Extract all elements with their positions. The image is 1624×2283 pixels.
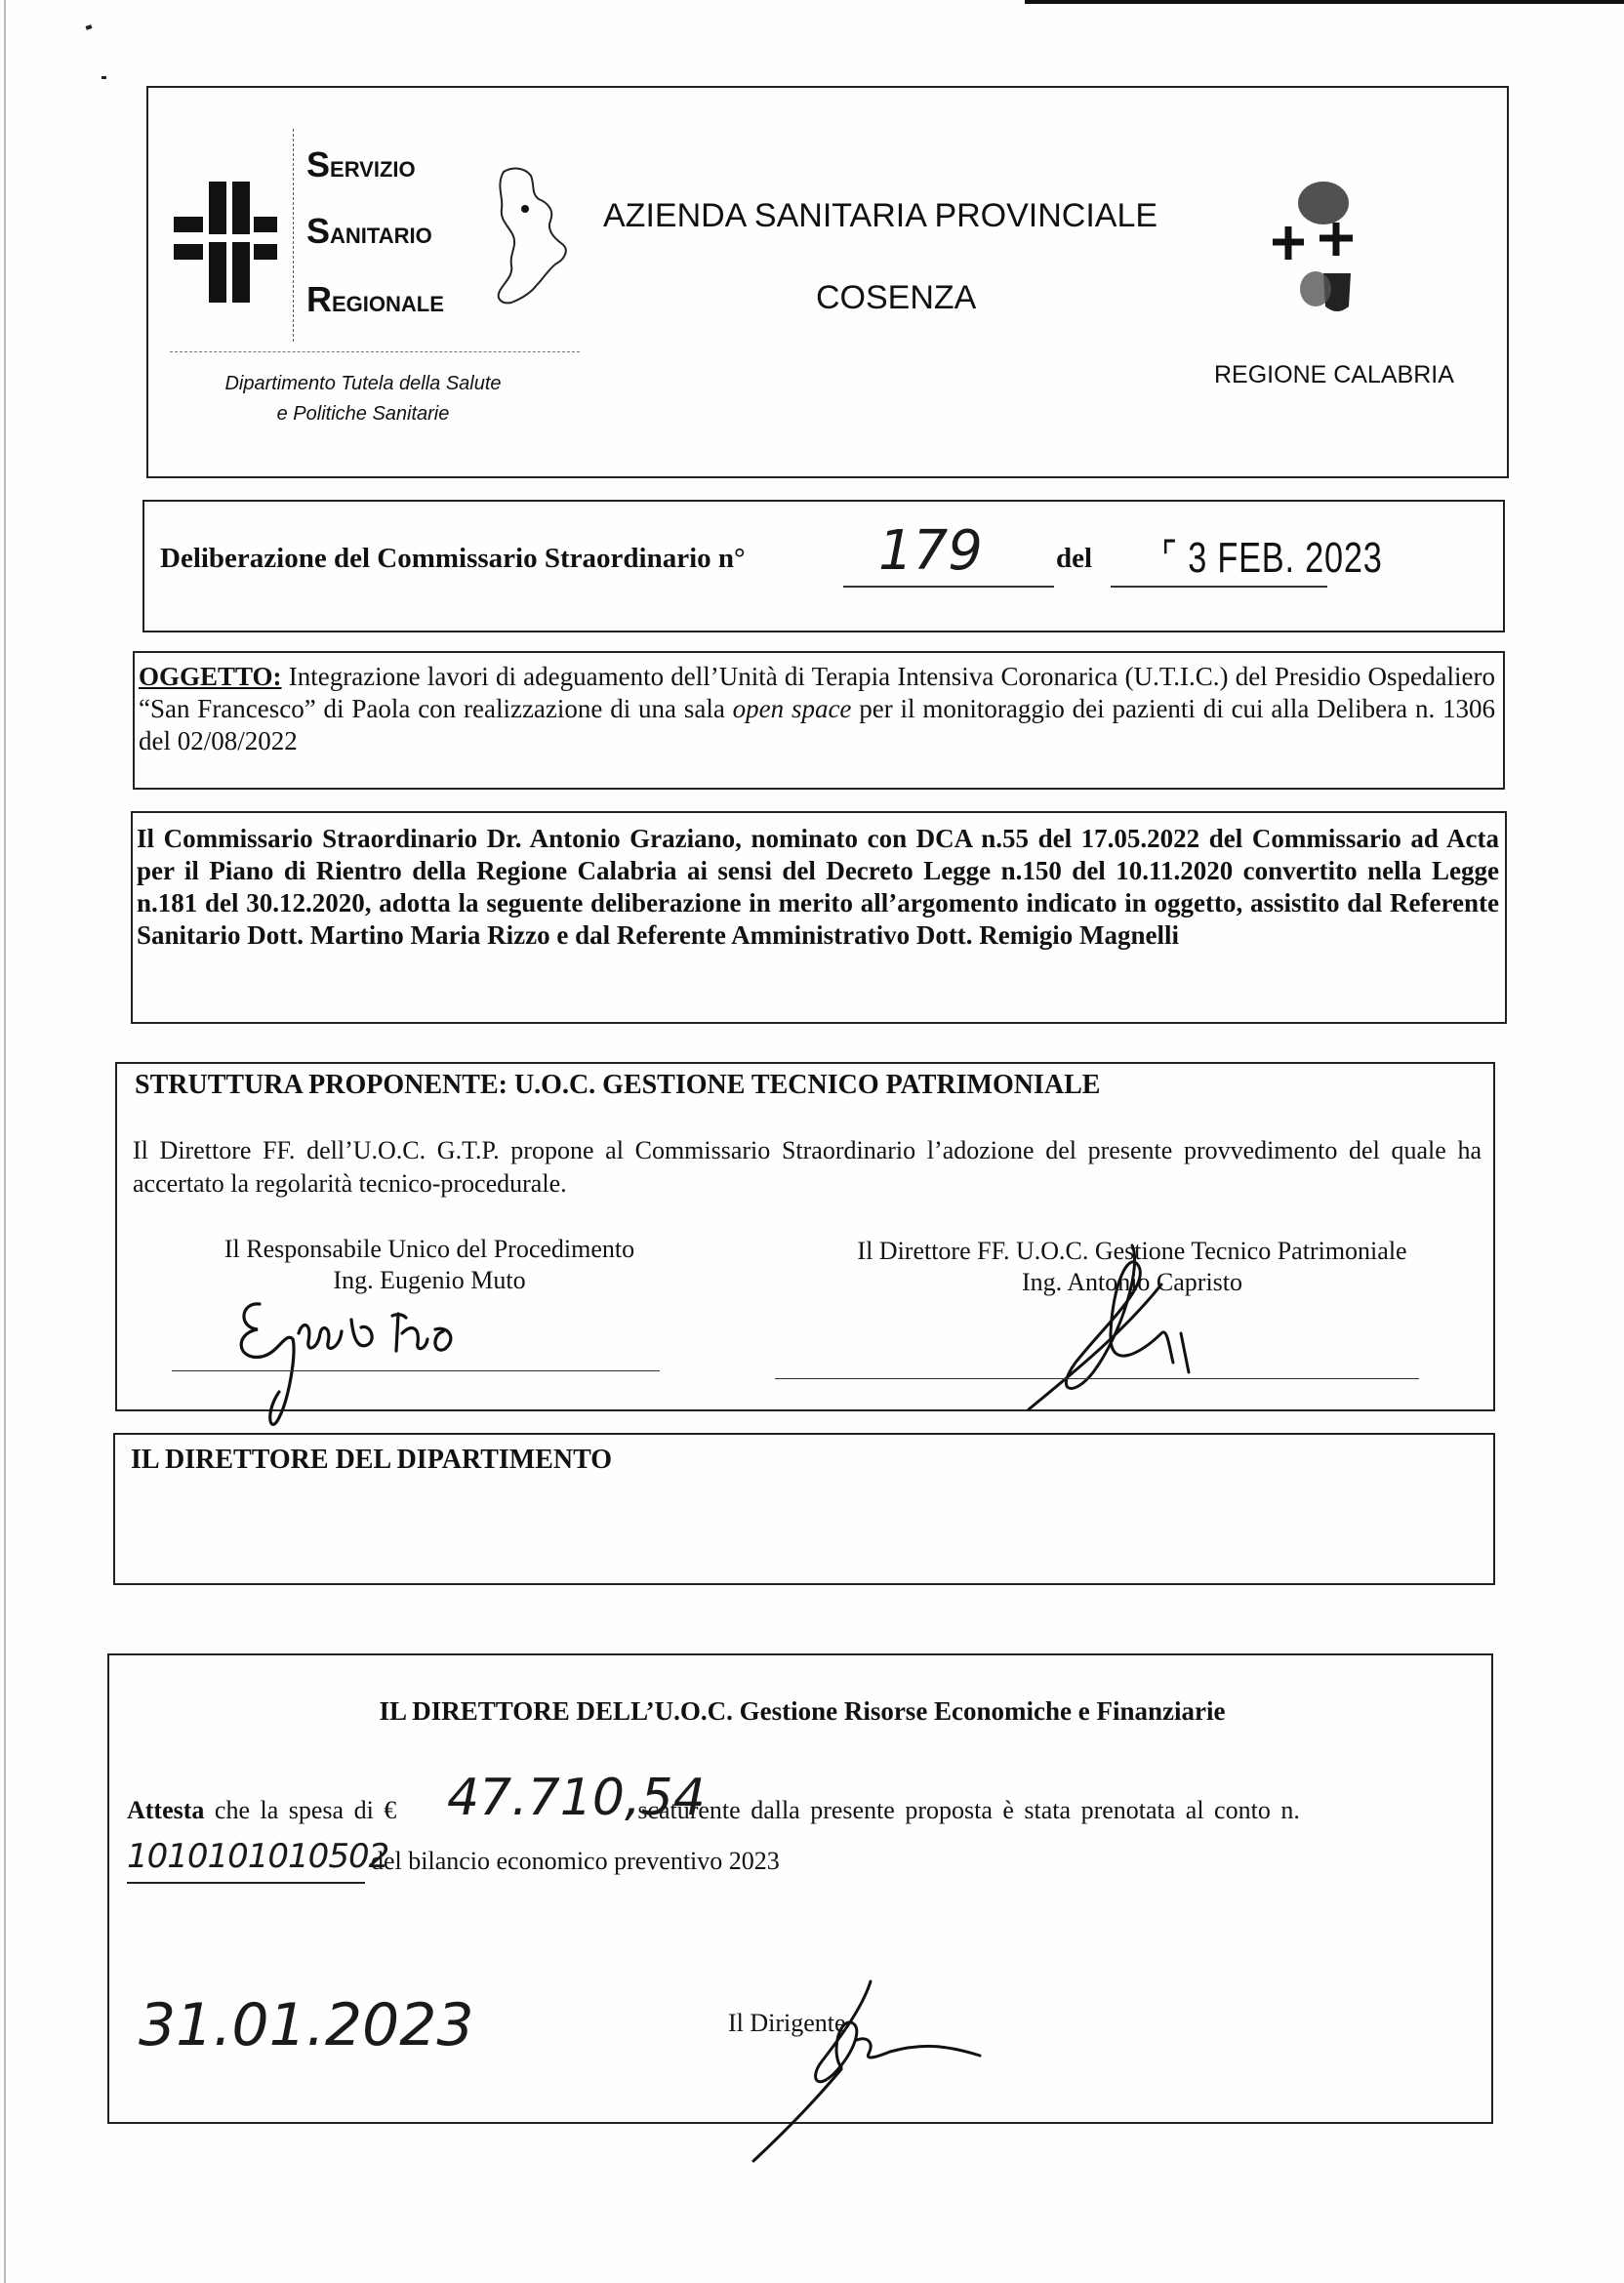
struttura-box xyxy=(115,1062,1495,1411)
finanza-date: 31.01.2023 xyxy=(139,1991,474,2059)
date-stamp-year: 2023 xyxy=(1305,534,1383,582)
regione-label: REGIONE CALABRIA xyxy=(1214,361,1454,388)
oggetto-box xyxy=(133,651,1505,790)
deliberation-del-label: del xyxy=(1056,543,1093,574)
ssr-divider xyxy=(293,129,294,342)
department-name: Dipartimento Tutela della Salute e Politiche Sanitarie xyxy=(224,373,502,425)
deliberation-number-line xyxy=(843,586,1054,588)
ssr-line-servizio: SERVIZIO xyxy=(306,144,416,184)
scan-speck xyxy=(85,24,92,30)
director-signature-line xyxy=(775,1378,1419,1379)
header-dashed-rule xyxy=(170,351,580,352)
date-stamp-day: 3 xyxy=(1188,534,1208,582)
deliberation-number: 179 xyxy=(878,519,983,583)
azienda-name: AZIENDA SANITARIA PROVINCIALE xyxy=(603,197,1158,234)
deliberation-label: Deliberazione del Commissario Straordinario n° xyxy=(160,543,746,574)
scan-edge-top xyxy=(1025,0,1624,4)
date-stamp-month: FEB. xyxy=(1217,534,1295,582)
struttura-title: STRUTTURA PROPONENTE: U.O.C. GESTIONE TECNICO PATRIMONIALE xyxy=(135,1070,1101,1100)
rup-signature-line xyxy=(172,1370,660,1371)
director-signature xyxy=(1015,1226,1259,1411)
finanza-account: 1010101010502 xyxy=(127,1837,389,1876)
finanza-account-underline xyxy=(127,1882,365,1884)
azienda-city: COSENZA xyxy=(816,279,977,316)
finanza-box xyxy=(107,1653,1493,2124)
finanza-bilancio-line: del bilancio economico preventivo 2023 xyxy=(371,1847,780,1875)
oggetto-text: OGGETTO: Integrazione lavori di adeguamento dell’Unità di Terapia Intensiva Coronarica (U.T.I.C.) del Presidio Ospedaliero “San Francesco” di Paola con realizzazione di una sala open space per il monitoraggio dei pazienti di cui alla Delibera n. 1306 del 02/08/2022 xyxy=(139,662,1496,755)
director-name: Ing. Antonio Capristo xyxy=(1021,1268,1243,1296)
oggetto-label: OGGETTO: xyxy=(139,662,282,691)
commissario-text: Il Commissario Straordinario Dr. Antonio Graziano, nominato con DCA n.55 del 17.05.2022 del Commissario ad Acta per il Piano di Rientro della Regione Calabria ai sensi del Decreto Legge n.150 del 10.11.2020 convertito nella Legge n.181 del 30.12.2020, adotta la seguente deliberazione in merito all’argomento indicato in oggetto, assistito dal Referente Sanitario Dott. Martino Maria Rizzo e dal Referente Amministrativo Dott. Remigio Magnelli xyxy=(137,824,1499,950)
finanza-attestation: Attesta che la spesa di € scaturente dalla presente proposta è stata prenotata al conto n. xyxy=(127,1796,1300,1824)
header-box xyxy=(146,86,1509,478)
commissario-box xyxy=(131,811,1507,1024)
date-stamp xyxy=(1161,533,1383,583)
dipartimento-title: IL DIRETTORE DEL DIPARTIMENTO xyxy=(131,1445,613,1475)
director-role: Il Direttore FF. U.O.C. Gestione Tecnico Patrimoniale xyxy=(857,1237,1407,1265)
deliberation-box xyxy=(142,500,1505,632)
ssr-line-regionale: REGIONALE xyxy=(306,279,444,319)
attesta-label: Attesta xyxy=(127,1796,205,1824)
calabria-map-icon xyxy=(492,164,580,310)
dirigente-signature xyxy=(695,1977,1007,2163)
dipartimento-box xyxy=(113,1433,1495,1585)
regione-calabria-emblem-icon xyxy=(1271,180,1374,336)
rup-role: Il Responsabile Unico del Procedimento xyxy=(223,1235,635,1263)
deliberation-date-line xyxy=(1111,586,1327,588)
ssr-line-sanitario: SANITARIO xyxy=(306,211,432,251)
scan-edge-left xyxy=(4,0,6,2283)
rup-name: Ing. Eugenio Muto xyxy=(333,1266,526,1294)
finanza-title: IL DIRETTORE DELL’U.O.C. Gestione Risorse Economiche e Finanziarie xyxy=(379,1696,1226,1726)
ssr-logo-icon xyxy=(174,182,277,308)
finanza-amount: 47.710,54 xyxy=(447,1769,706,1827)
dirigente-label: Il Dirigente xyxy=(728,2009,846,2037)
rup-signature xyxy=(211,1284,504,1441)
date-stamp-mark: ⌜ xyxy=(1161,534,1178,582)
struttura-text: Il Direttore FF. dell’U.O.C. G.T.P. propone al Commissario Straordinario l’adozione del presente provvedimento del quale ha accertato la regolarità tecnico-procedurale. xyxy=(133,1136,1482,1198)
scan-speck xyxy=(102,76,106,79)
